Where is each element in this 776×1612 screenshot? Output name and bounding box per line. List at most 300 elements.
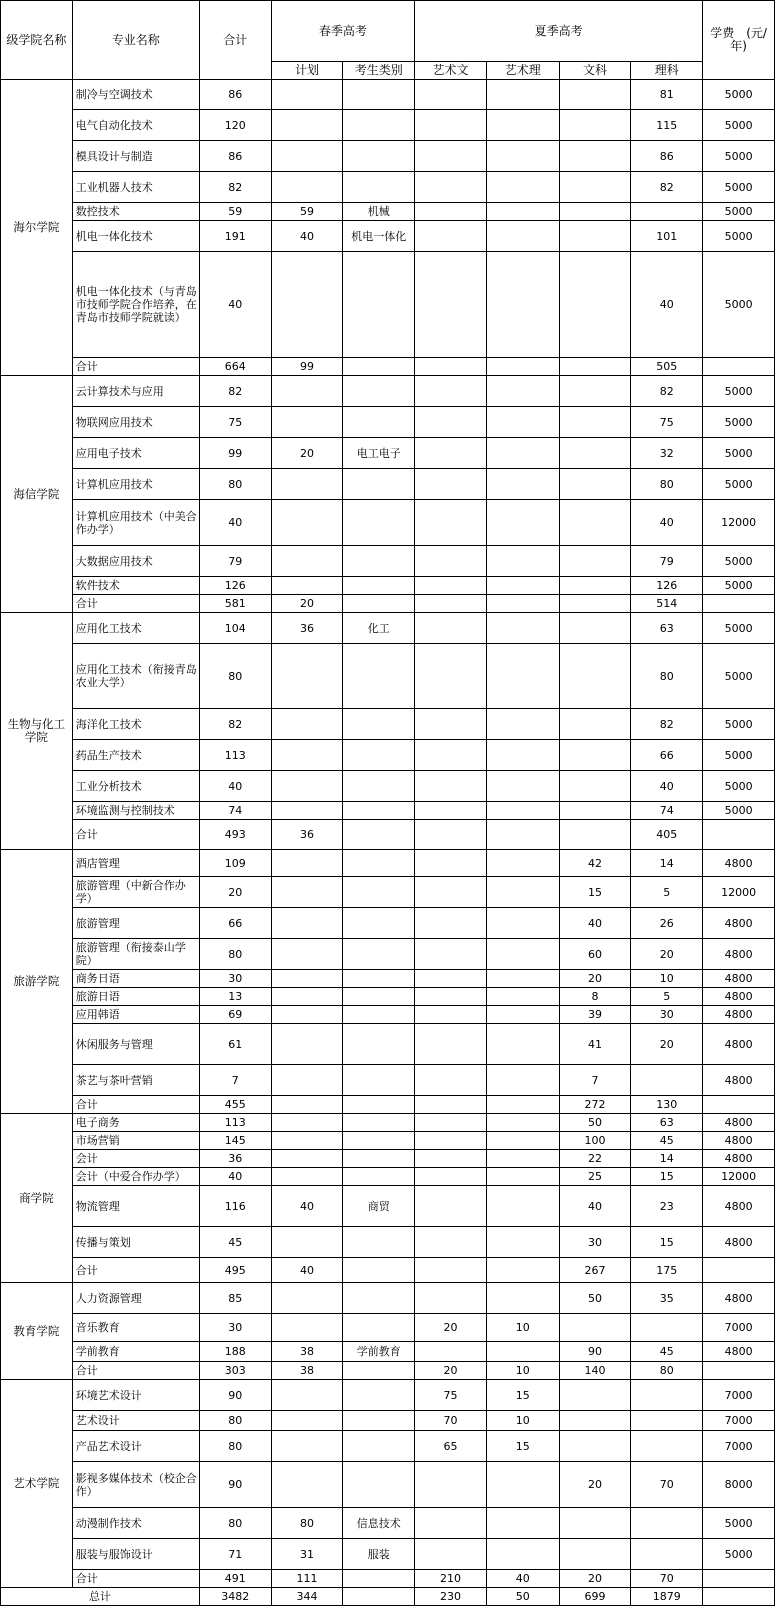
cell-liberal: 20: [559, 1462, 631, 1508]
cell-art-sci: [486, 1283, 559, 1314]
cell-fee: 4800: [703, 1227, 775, 1258]
cell-total: 40: [199, 1168, 271, 1186]
cell-science: 405: [631, 820, 703, 850]
cell-art-lib: [415, 644, 487, 709]
cell-art-lib: 70: [415, 1411, 487, 1431]
cell-liberal: [559, 221, 631, 252]
cell-art-lib: 65: [415, 1431, 487, 1462]
cell-liberal: 20: [559, 1570, 631, 1588]
cell-fee: 5000: [703, 577, 775, 595]
cell-fee: 5000: [703, 771, 775, 802]
college-name: 生物与化工学院: [1, 613, 73, 850]
grand-total-row: [1, 1588, 775, 1606]
cell-science: 75: [631, 407, 703, 438]
cell-total: 664: [199, 358, 271, 376]
cell-art-sci: [486, 1539, 559, 1570]
cell-fee: 4800: [703, 1342, 775, 1362]
table-row: [1, 709, 775, 740]
major-name: 合计: [72, 1570, 199, 1588]
cell-total: 45: [199, 1227, 271, 1258]
cell-category: [343, 1227, 415, 1258]
cell-art-sci: [486, 1227, 559, 1258]
cell-plan: [271, 1411, 343, 1431]
cell-total: 40: [199, 500, 271, 546]
cell-fee: 5000: [703, 203, 775, 221]
table-row: [1, 1539, 775, 1570]
table-row: [1, 802, 775, 820]
table-row: [1, 1186, 775, 1227]
grand-total-science: 1879: [631, 1588, 703, 1606]
cell-art-lib: [415, 970, 487, 988]
cell-art-sci: [486, 740, 559, 771]
cell-science: 15: [631, 1168, 703, 1186]
cell-total: 113: [199, 1114, 271, 1132]
grand-total-plan: 344: [271, 1588, 343, 1606]
cell-fee: 5000: [703, 1539, 775, 1570]
cell-art-sci: 10: [486, 1411, 559, 1431]
cell-art-sci: [486, 820, 559, 850]
cell-fee: 5000: [703, 407, 775, 438]
college-name: 艺术学院: [1, 1380, 73, 1588]
cell-art-sci: 40: [486, 1570, 559, 1588]
cell-art-sci: [486, 500, 559, 546]
cell-fee: 4800: [703, 970, 775, 988]
cell-science: 126: [631, 577, 703, 595]
cell-art-lib: [415, 141, 487, 172]
header-liberal-arts: 文科: [559, 62, 631, 80]
cell-plan: [271, 252, 343, 358]
cell-category: [343, 877, 415, 908]
cell-plan: 80: [271, 1508, 343, 1539]
cell-fee: [703, 1258, 775, 1283]
table-row: [1, 1508, 775, 1539]
cell-science: 45: [631, 1132, 703, 1150]
cell-fee: 5000: [703, 709, 775, 740]
cell-total: 80: [199, 644, 271, 709]
cell-science: 20: [631, 1024, 703, 1065]
header-major: 专业名称: [72, 1, 199, 80]
major-name: 艺术设计: [72, 1411, 199, 1431]
cell-total: 80: [199, 469, 271, 500]
cell-liberal: 20: [559, 970, 631, 988]
cell-art-sci: [486, 1462, 559, 1508]
grand-total-art-sci: 50: [486, 1588, 559, 1606]
cell-plan: [271, 500, 343, 546]
cell-art-lib: [415, 1508, 487, 1539]
major-name: 环境监测与控制技术: [72, 802, 199, 820]
subtotal-row: [1, 820, 775, 850]
cell-science: 66: [631, 740, 703, 771]
grand-total-art-lib: 230: [415, 1588, 487, 1606]
major-name: 大数据应用技术: [72, 546, 199, 577]
cell-liberal: 8: [559, 988, 631, 1006]
table-row: [1, 740, 775, 771]
cell-art-lib: [415, 1065, 487, 1096]
cell-total: 188: [199, 1342, 271, 1362]
cell-liberal: 22: [559, 1150, 631, 1168]
cell-plan: 20: [271, 595, 343, 613]
cell-total: 66: [199, 908, 271, 939]
cell-liberal: 30: [559, 1227, 631, 1258]
cell-plan: [271, 850, 343, 877]
cell-total: 104: [199, 613, 271, 644]
cell-total: 493: [199, 820, 271, 850]
cell-category: [343, 740, 415, 771]
cell-science: 82: [631, 376, 703, 407]
cell-art-sci: [486, 1186, 559, 1227]
cell-category: [343, 970, 415, 988]
major-name: 计算机应用技术: [72, 469, 199, 500]
cell-liberal: 60: [559, 939, 631, 970]
cell-art-lib: [415, 546, 487, 577]
cell-art-lib: [415, 407, 487, 438]
cell-category: [343, 141, 415, 172]
cell-plan: [271, 1150, 343, 1168]
cell-category: [343, 1411, 415, 1431]
cell-science: 5: [631, 877, 703, 908]
cell-liberal: 267: [559, 1258, 631, 1283]
table-row: [1, 577, 775, 595]
table-row: [1, 1411, 775, 1431]
cell-plan: [271, 988, 343, 1006]
major-name: 合计: [72, 1362, 199, 1380]
cell-category: [343, 252, 415, 358]
major-name: 旅游管理（衔接泰山学院）: [72, 939, 199, 970]
cell-science: 514: [631, 595, 703, 613]
cell-art-lib: [415, 877, 487, 908]
subtotal-row: [1, 1570, 775, 1588]
major-name: 产品艺术设计: [72, 1431, 199, 1462]
cell-liberal: [559, 203, 631, 221]
cell-liberal: [559, 1380, 631, 1411]
table-row: [1, 644, 775, 709]
cell-art-lib: [415, 438, 487, 469]
cell-art-sci: [486, 577, 559, 595]
cell-category: [343, 1096, 415, 1114]
cell-art-lib: [415, 1006, 487, 1024]
cell-art-sci: [486, 438, 559, 469]
cell-total: 581: [199, 595, 271, 613]
table-row: [1, 939, 775, 970]
cell-category: [343, 1362, 415, 1380]
header-art-liberal: 艺术文: [415, 62, 487, 80]
cell-art-sci: [486, 1258, 559, 1283]
cell-science: 82: [631, 172, 703, 203]
cell-category: [343, 1132, 415, 1150]
cell-fee: 4800: [703, 908, 775, 939]
cell-fee: 7000: [703, 1314, 775, 1342]
cell-art-lib: [415, 802, 487, 820]
cell-art-lib: [415, 771, 487, 802]
cell-science: 14: [631, 850, 703, 877]
major-name: 应用化工技术（衔接青岛农业大学）: [72, 644, 199, 709]
major-name: 物流管理: [72, 1186, 199, 1227]
cell-category: [343, 577, 415, 595]
cell-category: 机电一体化: [343, 221, 415, 252]
cell-liberal: [559, 771, 631, 802]
cell-science: 70: [631, 1462, 703, 1508]
cell-art-sci: [486, 877, 559, 908]
cell-fee: 4800: [703, 1186, 775, 1227]
cell-total: 82: [199, 376, 271, 407]
cell-art-sci: [486, 988, 559, 1006]
cell-fee: 5000: [703, 469, 775, 500]
cell-plan: [271, 469, 343, 500]
cell-science: [631, 1411, 703, 1431]
cell-fee: 12000: [703, 877, 775, 908]
cell-category: 商贸: [343, 1186, 415, 1227]
table-row: [1, 1024, 775, 1065]
cell-plan: 99: [271, 358, 343, 376]
grand-total-total: 3482: [199, 1588, 271, 1606]
cell-plan: 40: [271, 1186, 343, 1227]
cell-science: 63: [631, 1114, 703, 1132]
subtotal-row: [1, 1258, 775, 1283]
cell-liberal: 42: [559, 850, 631, 877]
major-name: 旅游管理（中新合作办学）: [72, 877, 199, 908]
cell-art-lib: 20: [415, 1362, 487, 1380]
cell-category: [343, 500, 415, 546]
cell-science: 80: [631, 1362, 703, 1380]
cell-total: 90: [199, 1380, 271, 1411]
cell-category: [343, 376, 415, 407]
cell-plan: [271, 1227, 343, 1258]
cell-science: 20: [631, 939, 703, 970]
table-row: [1, 613, 775, 644]
major-name: 模具设计与制造: [72, 141, 199, 172]
cell-total: 13: [199, 988, 271, 1006]
cell-total: 85: [199, 1283, 271, 1314]
cell-science: 79: [631, 546, 703, 577]
cell-fee: 7000: [703, 1431, 775, 1462]
cell-art-sci: 15: [486, 1380, 559, 1411]
cell-category: [343, 1114, 415, 1132]
major-name: 物联网应用技术: [72, 407, 199, 438]
major-name: 制冷与空调技术: [72, 80, 199, 110]
cell-plan: 36: [271, 820, 343, 850]
cell-total: 80: [199, 1411, 271, 1431]
cell-total: 74: [199, 802, 271, 820]
grand-total-category: [343, 1588, 415, 1606]
table-row: [1, 469, 775, 500]
cell-fee: 4800: [703, 1283, 775, 1314]
cell-fee: [703, 358, 775, 376]
major-name: 电气自动化技术: [72, 110, 199, 141]
cell-art-sci: [486, 469, 559, 500]
cell-fee: 5000: [703, 141, 775, 172]
grand-total-fee: [703, 1588, 775, 1606]
cell-fee: 5000: [703, 376, 775, 407]
cell-category: [343, 820, 415, 850]
major-name: 软件技术: [72, 577, 199, 595]
cell-art-sci: 10: [486, 1314, 559, 1342]
cell-science: 82: [631, 709, 703, 740]
cell-fee: [703, 820, 775, 850]
cell-category: [343, 1314, 415, 1342]
cell-science: 70: [631, 1570, 703, 1588]
cell-category: [343, 595, 415, 613]
cell-science: 86: [631, 141, 703, 172]
cell-science: 45: [631, 1342, 703, 1362]
cell-science: 74: [631, 802, 703, 820]
cell-category: 信息技术: [343, 1508, 415, 1539]
cell-art-sci: [486, 802, 559, 820]
college-name: 商学院: [1, 1114, 73, 1283]
cell-science: [631, 203, 703, 221]
cell-art-lib: [415, 1186, 487, 1227]
cell-plan: [271, 740, 343, 771]
cell-plan: [271, 1096, 343, 1114]
cell-art-lib: [415, 908, 487, 939]
cell-fee: 4800: [703, 939, 775, 970]
cell-category: [343, 1168, 415, 1186]
cell-art-sci: [486, 1508, 559, 1539]
cell-plan: 111: [271, 1570, 343, 1588]
cell-liberal: [559, 500, 631, 546]
cell-science: 40: [631, 771, 703, 802]
cell-category: [343, 407, 415, 438]
cell-art-lib: [415, 988, 487, 1006]
table-row: [1, 141, 775, 172]
cell-science: 80: [631, 469, 703, 500]
cell-liberal: 39: [559, 1006, 631, 1024]
major-name: 音乐教育: [72, 1314, 199, 1342]
cell-total: 80: [199, 939, 271, 970]
major-name: 应用电子技术: [72, 438, 199, 469]
cell-category: [343, 1462, 415, 1508]
cell-category: [343, 850, 415, 877]
cell-fee: 5000: [703, 110, 775, 141]
cell-liberal: [559, 407, 631, 438]
cell-science: 175: [631, 1258, 703, 1283]
cell-science: 10: [631, 970, 703, 988]
cell-art-lib: [415, 613, 487, 644]
cell-plan: [271, 1314, 343, 1342]
table-row: [1, 546, 775, 577]
cell-plan: [271, 1168, 343, 1186]
cell-fee: 5000: [703, 252, 775, 358]
table-row: [1, 1431, 775, 1462]
cell-fee: 5000: [703, 740, 775, 771]
cell-plan: [271, 939, 343, 970]
cell-total: 20: [199, 877, 271, 908]
major-name: 茶艺与茶叶营销: [72, 1065, 199, 1096]
subtotal-row: [1, 358, 775, 376]
cell-fee: [703, 1570, 775, 1588]
cell-category: 化工: [343, 613, 415, 644]
major-name: 旅游管理: [72, 908, 199, 939]
cell-liberal: [559, 802, 631, 820]
table-row: [1, 110, 775, 141]
cell-art-lib: [415, 500, 487, 546]
cell-category: [343, 939, 415, 970]
cell-fee: 4800: [703, 1150, 775, 1168]
cell-liberal: [559, 110, 631, 141]
cell-category: [343, 80, 415, 110]
cell-plan: 38: [271, 1362, 343, 1380]
cell-art-lib: [415, 1150, 487, 1168]
cell-fee: 5000: [703, 172, 775, 203]
cell-total: 90: [199, 1462, 271, 1508]
table-row: [1, 80, 775, 110]
cell-category: [343, 469, 415, 500]
cell-art-lib: [415, 577, 487, 595]
table-row: [1, 1227, 775, 1258]
cell-total: 61: [199, 1024, 271, 1065]
cell-liberal: [559, 577, 631, 595]
cell-plan: [271, 577, 343, 595]
cell-fee: 5000: [703, 80, 775, 110]
cell-liberal: [559, 1431, 631, 1462]
cell-plan: [271, 172, 343, 203]
cell-science: 40: [631, 500, 703, 546]
cell-liberal: [559, 358, 631, 376]
cell-total: 80: [199, 1431, 271, 1462]
cell-science: 35: [631, 1283, 703, 1314]
cell-science: 101: [631, 221, 703, 252]
cell-fee: 4800: [703, 1114, 775, 1132]
major-name: 动漫制作技术: [72, 1508, 199, 1539]
cell-art-lib: [415, 1168, 487, 1186]
table-row: [1, 771, 775, 802]
header-spring-exam: 春季高考: [271, 1, 415, 62]
cell-liberal: [559, 595, 631, 613]
cell-art-lib: [415, 1462, 487, 1508]
header-college: 级学院名称: [1, 1, 73, 80]
cell-art-lib: [415, 252, 487, 358]
cell-fee: 12000: [703, 1168, 775, 1186]
cell-category: 学前教育: [343, 1342, 415, 1362]
cell-fee: 5000: [703, 546, 775, 577]
table-row: [1, 376, 775, 407]
cell-category: [343, 1065, 415, 1096]
cell-total: 82: [199, 709, 271, 740]
cell-liberal: 90: [559, 1342, 631, 1362]
cell-total: 79: [199, 546, 271, 577]
cell-art-lib: [415, 850, 487, 877]
cell-science: [631, 1431, 703, 1462]
cell-art-sci: [486, 358, 559, 376]
major-name: 云计算技术与应用: [72, 376, 199, 407]
cell-art-lib: [415, 221, 487, 252]
cell-category: [343, 358, 415, 376]
cell-liberal: [559, 1411, 631, 1431]
major-name: 计算机应用技术（中美合作办学）: [72, 500, 199, 546]
cell-plan: [271, 407, 343, 438]
cell-plan: [271, 141, 343, 172]
cell-category: 电工电子: [343, 438, 415, 469]
cell-plan: [271, 110, 343, 141]
cell-science: 505: [631, 358, 703, 376]
table-row: [1, 1342, 775, 1362]
cell-art-sci: [486, 970, 559, 988]
cell-total: 145: [199, 1132, 271, 1150]
cell-art-lib: [415, 709, 487, 740]
cell-total: 69: [199, 1006, 271, 1024]
cell-art-sci: [486, 407, 559, 438]
cell-liberal: [559, 469, 631, 500]
major-name: 人力资源管理: [72, 1283, 199, 1314]
cell-category: [343, 802, 415, 820]
major-name: 影视多媒体技术（校企合作）: [72, 1462, 199, 1508]
cell-science: [631, 1065, 703, 1096]
cell-plan: [271, 802, 343, 820]
cell-science: [631, 1539, 703, 1570]
cell-art-lib: [415, 740, 487, 771]
major-name: 服装与服饰设计: [72, 1539, 199, 1570]
cell-category: 机械: [343, 203, 415, 221]
cell-liberal: [559, 172, 631, 203]
